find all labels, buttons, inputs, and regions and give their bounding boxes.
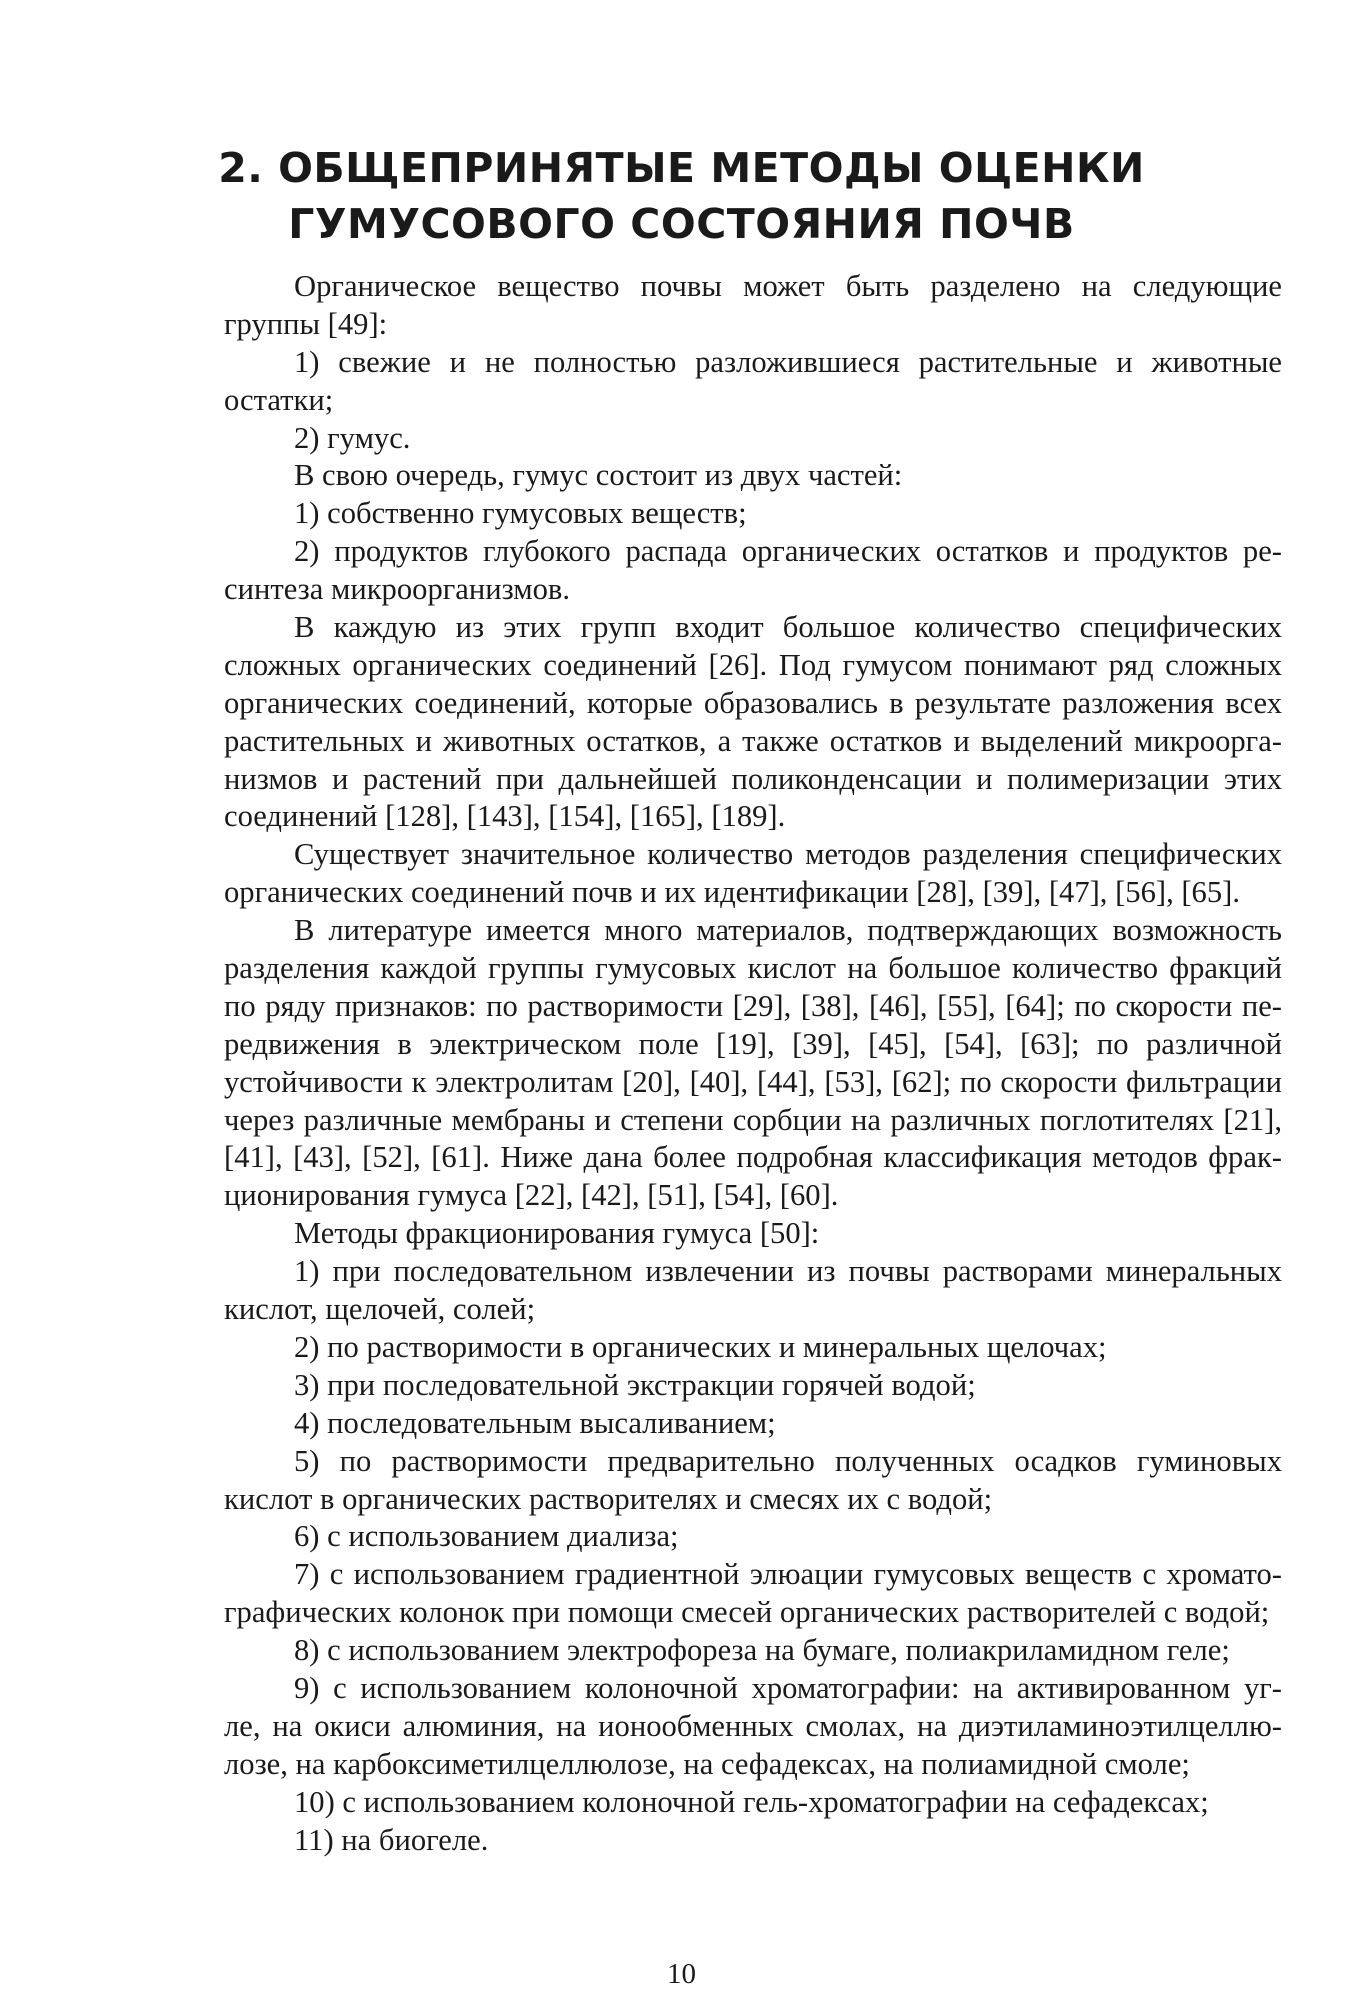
text-line: В каждую из этих групп входит большое количество специфических	[294, 610, 1282, 645]
text-line: В свою очередь, гумус состоит из двух частей:	[294, 458, 903, 493]
text-line: Существует значительное количество методов разделения специфических	[294, 837, 1282, 872]
text-line: Органическое вещество почвы может быть разделено на следующие	[294, 269, 1282, 303]
page-number: 10	[667, 1958, 696, 1990]
text-line: ле, на окиси алюминия, на ионообменных смолах, на диэтиламиноэтилцеллю-	[224, 1708, 1282, 1743]
text-line: 6) с использованием диализа;	[294, 1519, 679, 1554]
text-line: 3) при последовательной экстракции горячей водой;	[294, 1367, 976, 1402]
text-line: через различные мембраны и степени сорбции на различных поглотителях [21],	[224, 1102, 1282, 1137]
text-line: лозе, на карбоксиметилцеллюлозе, на сефадексах, на полиамидной смоле;	[224, 1746, 1190, 1781]
text-line: 2) продуктов глубокого распада органических остатков и продуктов ре-	[294, 534, 1282, 569]
text-line: 1) при последовательном извлечении из почвы растворами минеральных	[294, 1254, 1282, 1289]
text-line: кислот, щелочей, солей;	[224, 1292, 536, 1327]
text-line: Методы фракционирования гумуса [50]:	[294, 1216, 820, 1251]
text-line: 9) с использованием колоночной хроматографии: на активированном уг-	[294, 1670, 1282, 1705]
text-line: 4) последовательным высаливанием;	[294, 1405, 776, 1440]
text-line: 2) по растворимости в органических и минеральных щелочах;	[294, 1329, 1107, 1364]
text-line: 1) собственно гумусовых веществ;	[294, 496, 747, 531]
text-line: В литературе имеется много материалов, подтверждающих возможность	[294, 913, 1282, 948]
body-text	[224, 268, 1282, 1859]
text-line: синтеза микроорганизмов.	[224, 572, 571, 607]
text-line: низмов и растений при дальнейшей поликонденсации и полимеризации этих	[224, 761, 1282, 796]
text-line: остатки;	[224, 382, 334, 417]
text-line: 10) с использованием колоночной гель-хроматографии на сефадексах;	[294, 1784, 1209, 1819]
text-line: группы [49]:	[224, 306, 388, 341]
text-line: [41], [43], [52], [61]. Ниже дана более подробная классификация методов фрак-	[224, 1140, 1282, 1175]
text-line: по ряду признаков: по растворимости [29], [38], [46], [55], [64]; по скорости пе-	[224, 988, 1282, 1023]
text-line: сложных органических соединений [26]. Под гумусом понимают ряд сложных	[224, 647, 1282, 682]
text-line: органических соединений, которые образовались в результате разложения всех	[224, 685, 1282, 720]
text-line: редвижения в электрическом поле [19], [39], [45], [54], [63]; по различной	[224, 1026, 1282, 1061]
text-line: устойчивости к электролитам [20], [40], [44], [53], [62]; по скорости фильтрации	[224, 1064, 1282, 1099]
text-line: 7) с использованием градиентной элюации гумусовых веществ с хромато-	[294, 1557, 1282, 1592]
text-line: графических колонок при помощи смесей органических растворителей с водой;	[224, 1595, 1270, 1630]
section-heading	[150, 140, 1213, 252]
text-line: 8) с использованием электрофореза на бумаге, полиакриламидном геле;	[294, 1633, 1230, 1668]
heading-line-2: ГУМУСОВОГО СОСТОЯНИЯ ПОЧВ	[288, 200, 1075, 248]
text-line: органических соединений почв и их идентификации [28], [39], [47], [56], [65].	[224, 875, 1240, 910]
heading-line-1: 2. ОБЩЕПРИНЯТЫЕ МЕТОДЫ ОЦЕНКИ	[218, 144, 1145, 192]
text-line: 1) свежие и не полностью разложившиеся растительные и животные	[294, 344, 1282, 379]
text-line: 11) на биогеле.	[294, 1822, 489, 1857]
text-line: разделения каждой группы гумусовых кислот на большое количество фракций	[224, 951, 1282, 986]
text-line: ционирования гумуса [22], [42], [51], [54], [60].	[224, 1178, 839, 1213]
text-line: соединений [128], [143], [154], [165], [189].	[224, 799, 786, 834]
text-line: 5) по растворимости предварительно полученных осадков гуминовых	[294, 1443, 1282, 1478]
text-line: 2) гумус.	[294, 420, 411, 455]
text-line: кислот в органических растворителях и смесях их с водой;	[224, 1481, 993, 1516]
text-line: растительных и животных остатков, а также остатков и выделений микроорга-	[224, 723, 1282, 758]
